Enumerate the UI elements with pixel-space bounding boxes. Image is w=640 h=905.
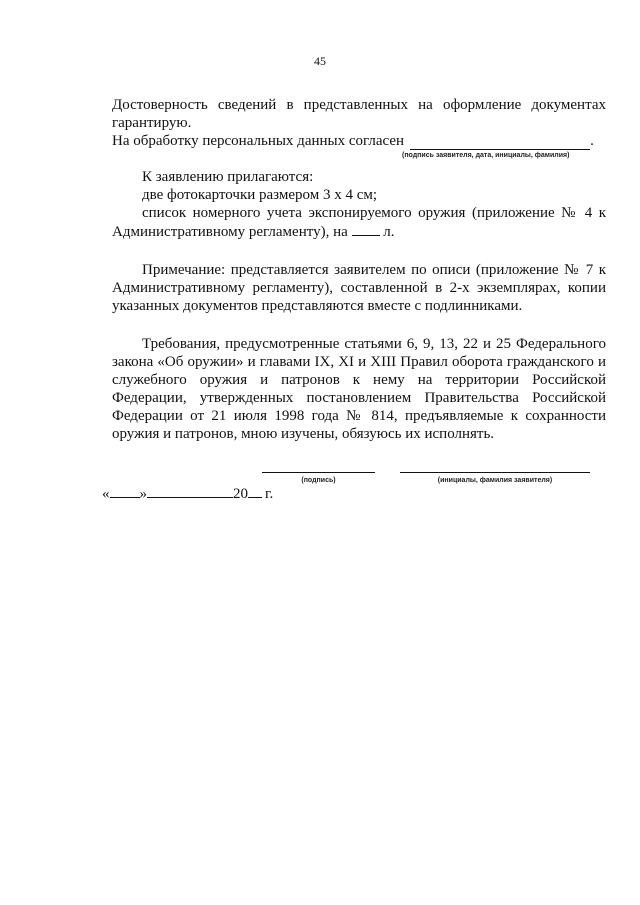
consent-caption: (подпись заявителя, дата, инициалы, фамилия) [402, 152, 570, 159]
name-caption: (инициалы, фамилия заявителя) [437, 477, 553, 484]
date-line [102, 484, 273, 503]
day-field[interactable] [110, 484, 140, 498]
consent-end-mark: . [590, 133, 594, 149]
page-number: 45 [314, 54, 326, 68]
consent-row [112, 132, 606, 150]
attachment-item-photos: две фотокарточки размером 3 х 4 см; [142, 187, 378, 203]
note-paragraph: Примечание: представляется заявителем по описи (приложение № 7 к Административному регламенту), составленной в 2-х экземплярах, копии указанных документов представляются вместе с подлинниками. [112, 262, 606, 314]
signature-field[interactable] [262, 472, 375, 473]
consent-label: На обработку персональных данных согласен [112, 133, 405, 149]
name-field[interactable] [400, 472, 590, 473]
sheets-suffix: л. [383, 224, 395, 240]
attachment-item-weapon-list [112, 204, 606, 241]
month-field[interactable] [147, 484, 233, 498]
sheets-count-field[interactable] [352, 222, 380, 236]
year-field[interactable] [248, 484, 262, 498]
signature-area [0, 466, 640, 526]
date-close-quote: » [139, 486, 147, 502]
year-suffix: г. [265, 486, 274, 502]
requirements-paragraph: Требования, предусмотренные статьями 6, 9, 13, 22 и 25 Федерального закона «Об оружии» и главами IX, XI и XIII Правил оборота гражданского и служебного оружия и патронов к нему на территории Российской Федерации, утвержденных постановлением Правительства Российской Федерации от 21 июля 1998 года № 814, предъявляемые к сохранности оружия и патронов, мною изучены, обязуюсь их исполнять. [112, 336, 606, 442]
consent-block [112, 132, 606, 160]
signature-caption: (подпись) [301, 477, 336, 484]
century-text: 20 [233, 486, 248, 502]
attachments-title: К заявлению прилагаются: [142, 169, 314, 185]
date-open-quote: « [102, 486, 110, 502]
attachment-item-weapon-list-text: список номерного учета экспонируемого оружия (приложение № 4 к Административному регламенту), на [112, 205, 606, 240]
reliability-statement: Достоверность сведений в представленных на оформление документах гарантирую. [112, 97, 606, 131]
consent-signature-field[interactable] [410, 135, 590, 150]
document-body [112, 96, 606, 443]
